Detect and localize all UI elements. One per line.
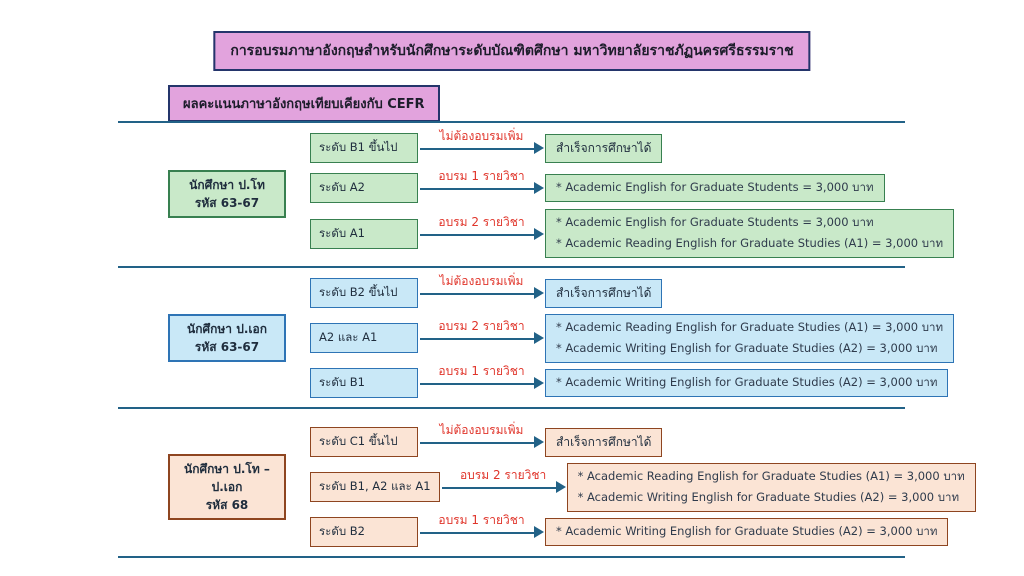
group-label-line2: รหัส 63-67: [194, 196, 260, 210]
flow-arrow: [418, 424, 545, 460]
action-label: ไม่ต้องอบรมเพิ่ม: [439, 129, 524, 143]
separator-line: [118, 556, 905, 558]
flow-row: [310, 130, 905, 166]
result-line: สำเร็จการศึกษาได้: [556, 434, 652, 449]
page-title: การอบรมภาษาอังกฤษสำหรับนักศึกษาระดับบัณฑิตศึกษา มหาวิทยาลัยราชภัฏนครศรีธรรมราช: [213, 31, 810, 71]
result-box: [545, 279, 662, 308]
action-label: อบรม 2 รายวิชา: [438, 214, 525, 229]
level-box: ระดับ B1: [310, 368, 418, 398]
arrow-head-icon: [534, 142, 544, 154]
flow-row: [310, 424, 905, 460]
rows-container: [310, 274, 944, 401]
flow-row: [310, 275, 905, 311]
result-box: [545, 428, 662, 457]
result-box: [545, 314, 954, 363]
result-box: [567, 463, 976, 512]
result-line: * Academic Reading English for Graduate Studies (A1) = 3,000 บาท: [556, 319, 944, 334]
result-line: * Academic Reading English for Graduate Studies (A1) = 3,000 บาท: [556, 236, 944, 250]
result-box: [545, 518, 948, 546]
flow-arrow: [418, 314, 545, 363]
arrow-line: [420, 338, 536, 340]
group-label-line1: นักศึกษา ป.เอก: [187, 322, 267, 336]
rows-container: [310, 129, 944, 258]
arrow-head-icon: [534, 377, 544, 389]
flow-arrow: [418, 209, 545, 258]
flow-arrow: [418, 275, 545, 311]
group-label-line2: รหัส 68: [205, 498, 249, 512]
level-box: ระดับ A1: [310, 219, 418, 249]
arrow-line: [420, 188, 536, 190]
flow-arrow: [440, 463, 567, 512]
arrow-line: [420, 234, 536, 236]
result-line: * Academic English for Graduate Students = 3,000 บาท: [556, 179, 874, 194]
flow-arrow: [418, 365, 545, 401]
result-line: * Academic English for Graduate Students = 3,000 บาท: [556, 215, 874, 229]
action-label: ไม่ต้องอบรมเพิ่ม: [439, 423, 524, 437]
flow-row: [310, 463, 965, 512]
separator-line: [118, 121, 905, 123]
section-masters-doctoral-68: [118, 423, 965, 550]
action-label: อบรม 1 รายวิชา: [438, 168, 525, 183]
result-line: สำเร็จการศึกษาได้: [556, 285, 652, 300]
result-line: * Academic Writing English for Graduate Studies (A2) = 3,000 บาท: [577, 489, 960, 504]
result-box: [545, 134, 662, 163]
arrow-head-icon: [534, 228, 544, 240]
arrow-head-icon: [534, 526, 544, 538]
rows-container: [310, 423, 965, 550]
action-label: อบรม 2 รายวิชา: [459, 468, 547, 482]
arrow-line: [420, 532, 536, 534]
result-box: [545, 209, 954, 258]
level-box: ระดับ B1, A2 และ A1: [310, 472, 440, 502]
arrow-head-icon: [534, 332, 544, 344]
separator-line: [118, 407, 905, 409]
cefr-subtitle: ผลคะแนนภาษาอังกฤษเทียบเคียงกับ CEFR: [168, 85, 440, 122]
group-label-masters-doctoral-68: [168, 454, 286, 520]
group-label-masters-63-67: [168, 170, 286, 218]
group-label-doctoral-63-67: [168, 314, 286, 362]
arrow-head-icon: [534, 182, 544, 194]
arrow-line: [420, 293, 536, 295]
arrow-line: [420, 442, 536, 444]
level-box: ระดับ B2: [310, 517, 418, 547]
action-label: อบรม 1 รายวิชา: [438, 513, 525, 527]
group-label-line1: นักศึกษา ป.โท – ป.เอก: [184, 462, 270, 494]
arrow-line: [420, 148, 536, 150]
arrow-line: [442, 487, 558, 489]
level-box: ระดับ A2: [310, 173, 418, 203]
group-label-line1: นักศึกษา ป.โท: [189, 178, 265, 192]
flow-arrow: [418, 170, 545, 206]
flow-row: [310, 513, 938, 550]
flow-row: [310, 314, 944, 363]
section-masters-63-67: [118, 129, 944, 258]
flow-arrow: [418, 514, 545, 550]
arrow-head-icon: [556, 481, 566, 493]
level-box: A2 และ A1: [310, 323, 418, 353]
result-line: * Academic Writing English for Graduate Studies (A2) = 3,000 บาท: [556, 524, 938, 538]
separator-line: [118, 266, 905, 268]
arrow-line: [420, 383, 536, 385]
level-box: ระดับ B2 ขึ้นไป: [310, 278, 418, 308]
action-label: ไม่ต้องอบรมเพิ่ม: [439, 274, 524, 288]
flow-arrow: [418, 130, 545, 166]
result-line: * Academic Writing English for Graduate Studies (A2) = 3,000 บาท: [556, 375, 938, 389]
arrow-head-icon: [534, 436, 544, 448]
group-label-line2: รหัส 63-67: [194, 340, 260, 354]
result-line: สำเร็จการศึกษาได้: [556, 140, 652, 155]
level-box: ระดับ C1 ขึ้นไป: [310, 427, 418, 457]
action-label: อบรม 1 รายวิชา: [438, 364, 525, 378]
result-line: * Academic Reading English for Graduate Studies (A1) = 3,000 บาท: [577, 468, 965, 483]
result-box: [545, 174, 885, 202]
result-box: [545, 369, 948, 397]
action-label: อบรม 2 รายวิชา: [438, 319, 525, 333]
flow-row: [310, 209, 944, 258]
flow-row: [310, 364, 938, 401]
arrow-head-icon: [534, 287, 544, 299]
flow-row: [310, 170, 905, 206]
level-box: ระดับ B1 ขึ้นไป: [310, 133, 418, 163]
section-doctoral-63-67: [118, 274, 944, 401]
result-line: * Academic Writing English for Graduate Studies (A2) = 3,000 บาท: [556, 340, 938, 355]
